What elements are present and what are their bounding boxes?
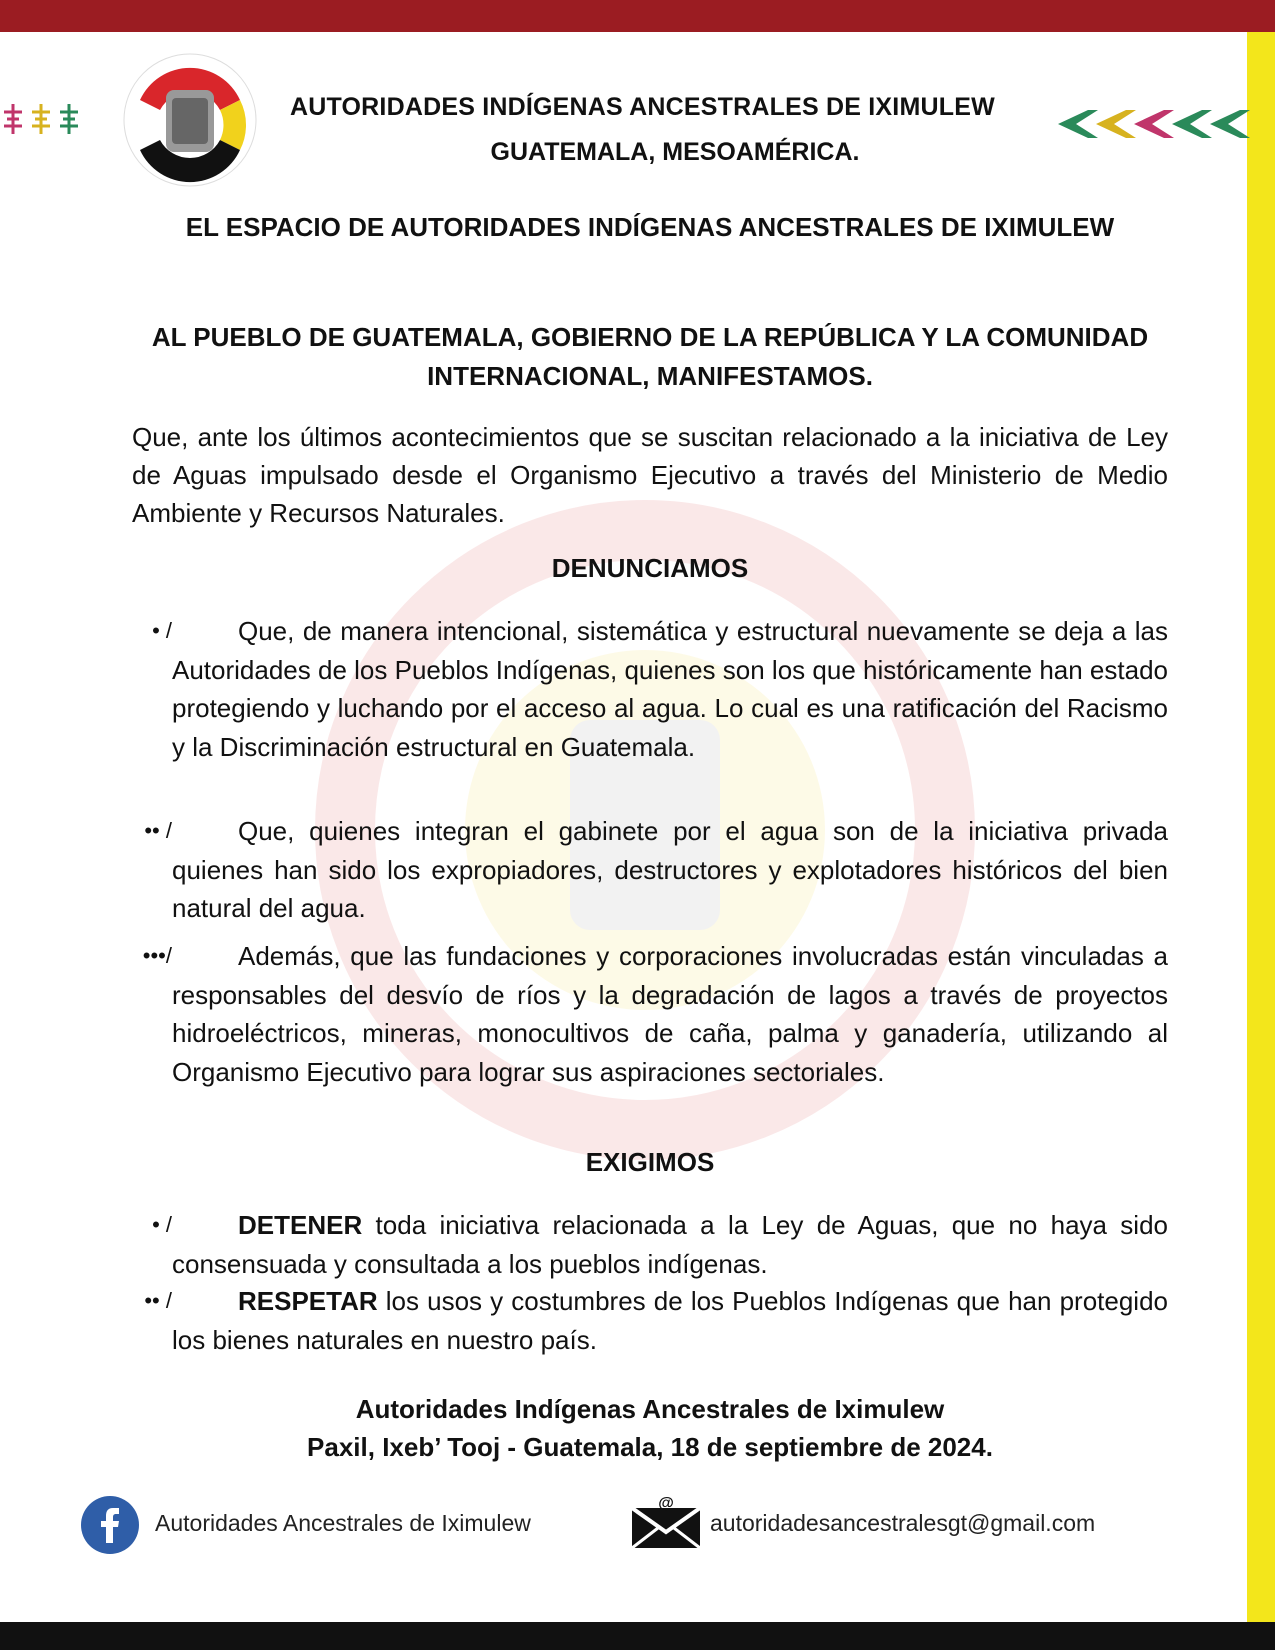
- chevron-arrows-ornament-icon: [1058, 104, 1250, 144]
- list-marker: • /: [152, 1212, 172, 1237]
- list-marker: •••/: [142, 943, 172, 968]
- list-item: [132, 1206, 1168, 1283]
- organization-logo: [100, 40, 280, 215]
- list-marker: •• /: [144, 1288, 172, 1313]
- side-color-bar: [1247, 32, 1275, 1622]
- list-item: [132, 1282, 1168, 1359]
- list-item-text: [172, 1206, 1168, 1283]
- svg-text:@: @: [658, 1495, 674, 1512]
- signature-organization: Autoridades Indígenas Ancestrales de Iximulew: [355, 1394, 945, 1424]
- facebook-page-link[interactable]: Autoridades Ancestrales de Iximulew: [155, 1510, 531, 1536]
- list-marker: •• /: [144, 818, 172, 843]
- facebook-icon[interactable]: [80, 1495, 140, 1555]
- demand-keyword: DETENER: [238, 1210, 363, 1240]
- document-title: EL ESPACIO DE AUTORIDADES INDÍGENAS ANCESTRALES DE IXIMULEW: [185, 212, 1115, 242]
- list-item-text: Que, quienes integran el gabinete por el agua son de la iniciativa privada quienes han sido los expropiadores, destructores y explotadores históricos del bien natural del agua.: [172, 816, 1168, 923]
- header-location: GUATEMALA, MESOAMÉRICA.: [490, 138, 860, 166]
- intro-paragraph: Que, ante los últimos acontecimientos que se suscitan relacionado a la iniciativa de Ley de Aguas impulsado desde el Organismo Ejecutivo a través del Ministerio de Medio Ambiente y Recursos Naturales.: [132, 422, 1168, 528]
- demand-text: toda iniciativa relacionada a la Ley de Aguas, que no haya sido consensuada y consultada a los pueblos indígenas.: [172, 1210, 1168, 1279]
- list-item-text: [172, 1282, 1168, 1359]
- list-item-text: Que, de manera intencional, sistemática y estructural nuevamente se deja a las Autoridades de los Pueblos Indígenas, quienes son los que históricamente han estado protegiendo y luchando por el acceso al agua. Lo cual es una ratificación del Racismo y la Discriminación estructural en Guatemala.: [172, 616, 1168, 762]
- maya-cross-ornament-icon: [2, 104, 24, 134]
- denunciamos-heading: DENUNCIAMOS: [551, 553, 749, 583]
- email-address-link[interactable]: autoridadesancestralesgt@gmail.com: [710, 1510, 1096, 1536]
- demand-text: los usos y costumbres de los Pueblos Indígenas que han protegido los bienes naturales en nuestro país.: [172, 1286, 1168, 1355]
- list-item: [132, 937, 1168, 1091]
- top-color-bar: [0, 0, 1275, 32]
- list-item-text: Además, que las fundaciones y corporaciones involucradas están vinculadas a responsables del desvío de ríos y la degradación de lagos a través de proyectos hidroeléctricos, mineras, monocultivos de caña, palma y ganadería, utilizando al Organismo Ejecutivo para lograr sus aspiraciones sectoriales.: [172, 941, 1168, 1087]
- maya-cross-ornament-icon: [58, 104, 80, 134]
- demand-keyword: RESPETAR: [238, 1286, 378, 1316]
- signature-place-date: Paxil, Ixeb’ Tooj - Guatemala, 18 de septiembre de 2024.: [307, 1432, 993, 1462]
- header-ornaments: [2, 104, 80, 134]
- mail-icon[interactable]: [630, 1494, 702, 1550]
- maya-cross-ornament-icon: [30, 104, 52, 134]
- exigimos-heading: EXIGIMOS: [585, 1147, 715, 1177]
- bottom-color-bar: [0, 1622, 1275, 1650]
- list-item: [132, 612, 1168, 766]
- list-marker: • /: [152, 618, 172, 643]
- list-item: [132, 812, 1168, 928]
- header-organization-name: AUTORIDADES INDÍGENAS ANCESTRALES DE IXIMULEW: [290, 93, 995, 121]
- document-addressee: AL PUEBLO DE GUATEMALA, GOBIERNO DE LA REPÚBLICA Y LA COMUNIDAD INTERNACIONAL, MANIFESTAMOS.: [151, 322, 1149, 391]
